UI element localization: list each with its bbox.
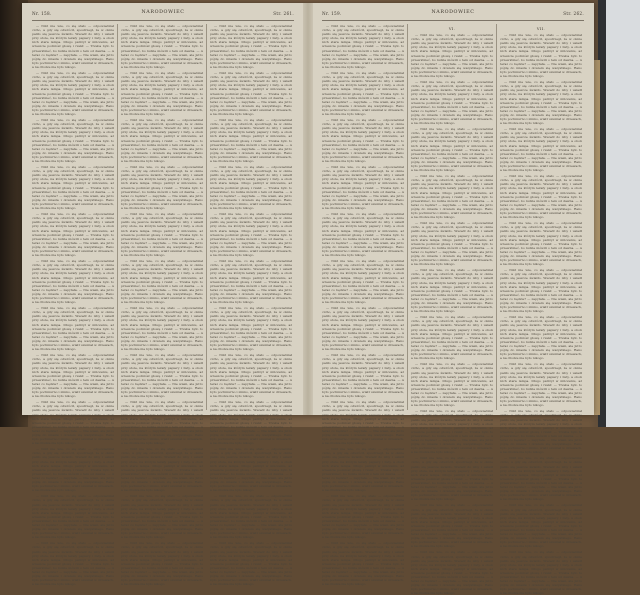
scanner-edge: [598, 0, 640, 427]
left-page-header: [32, 9, 294, 19]
left-page: [22, 3, 304, 587]
right-column-1: — Nikt nie wie, co się stało — odpowiedział cicho, a gdy się odwrócił, spostrzegł, że w oknie paliło się jeszcze światło. Wszedł do izby i usiadł przy stole, na którym leżały papiery i listy, a obok nich stara lampa. Długo patrzył w milczeniu, aż wreszcie podniósł głowę i rzekł: — Trzeba było to przewidzieć, bo ludzie mówili o tem od dawna. — A teraz co będzie? — zapytała. — Nie wiem, ale jutro pójdę do miasta i dowiem się wszystkiego. Rano było pochmurno i zimno, wiatr szumiał w drzewach, a na drodze nie było nikogo. — Nikt nie wie, co się stało — odpowiedział cicho, a gdy się odwrócił, spostrzegł, że w oknie paliło się jeszcze światło. Wszedł do izby i usiadł przy stole, na którym leżały papiery i listy, a obok nich stara lampa. Długo patrzył w milczeniu, aż wreszcie podniósł głowę i rzekł: — Trzeba było to przewidzieć, bo ludzie mówili o tem od dawna. — A teraz co będzie? — zapytała. — Nie wiem, ale jutro pójdę do miasta i dowiem się wszystkiego. Rano było pochmurno i zimno, wiatr szumiał w drzewach, a na drodze nie było nikogo. — Nikt nie wie, co się stało — odpowiedział cicho, a gdy się odwrócił, spostrzegł, że w oknie paliło się jeszcze światło. Wszedł do izby i usiadł przy stole, na którym leżały papiery i listy, a obok nich stara lampa. Długo patrzył w milczeniu, aż wreszcie podniósł głowę i rzekł: — Trzeba było to przewidzieć, bo ludzie mówili o tem od dawna. — A teraz co będzie? — zapytała. — Nie wiem, ale jutro pójdę do miasta i dowiem się wszystkiego. Rano było pochmurno i zimno, wiatr szumiał w drzewach, a na drodze nie było nikogo. — Nikt nie wie, co się stało — odpowiedział cicho, a gdy się odwrócił, spostrzegł, że w oknie paliło się jeszcze światło. Wszedł do izby i usiadł przy stole, na którym leżały papiery i listy, a obok nich stara lampa. Długo patrzył w milczeniu, aż wreszcie podniósł głowę i rzekł: — Trzeba było to przewidzieć, bo ludzie mówili o tem od dawna. — A teraz co będzie? — zapytała. — Nie wiem, ale jutro pójdę do miasta i dowiem się wszystkiego. Rano było pochmurno i zimno, wiatr szumiał w drzewach, a na drodze nie było nikogo. — Nikt nie wie, co się stało — odpowiedział cicho, a gdy się odwrócił, spostrzegł, że w oknie paliło się jeszcze światło. Wszedł do izby i usiadł przy stole, na którym leżały papiery i listy, a obok nich stara lampa. Długo patrzył w milczeniu, aż wreszcie podniósł głowę i rzekł: — Trzeba było to przewidzieć, bo ludzie mówili o tem od dawna. — A teraz co będzie? — zapytała. — Nie wiem, ale jutro pójdę do miasta i dowiem się wszystkiego. Rano było pochmurno i zimno, wiatr szumiał w drzewach, a na drodze nie było nikogo. — Nikt nie wie, co się stało — odpowiedział cicho, a gdy się odwrócił, spostrzegł, że w oknie paliło się jeszcze światło. Wszedł do izby i usiadł przy stole, na którym leżały papiery i listy, a obok nich stara lampa. Długo patrzył w milczeniu, aż wreszcie podniósł głowę i rzekł: — Trzeba było to przewidzieć, bo ludzie mówili o tem od dawna. — A teraz co będzie? — zapytała. — Nie wiem, ale jutro pójdę do miasta i dowiem się wszystkiego. Rano było pochmurno i zimno, wiatr szumiał w drzewach, a na drodze nie było nikogo. — Nikt nie wie, co się stało — odpowiedział cicho, a gdy się odwrócił, spostrzegł, że w oknie paliło się jeszcze światło. Wszedł do izby i usiadł przy stole, na którym leżały papiery i listy, a obok nich stara lampa. Długo patrzył w milczeniu, aż wreszcie podniósł głowę i rzekł: — Trzeba było to przewidzieć, bo ludzie mówili o tem od dawna. — A teraz co będzie? — zapytała. — Nie wiem, ale jutro pójdę do miasta i dowiem się wszystkiego. Rano było pochmurno i zimno, wiatr szumiał w drzewach, a na drodze nie było nikogo. — Nikt nie wie, co się stało — odpowiedział cicho, a gdy się odwrócił, spostrzegł, że w oknie paliło się jeszcze światło. Wszedł do izby i usiadł przy stole, na którym leżały papiery i listy, a obok nich stara lampa. Długo patrzył w milczeniu, aż wreszcie podniósł głowę i rzekł: — Trzeba było to przewidzieć, bo ludzie mówili o tem od dawna. — A teraz co będzie? — zapytała. — Nie wiem, ale jutro pójdę do miasta i dowiem się wszystkiego. Rano było pochmurno i zimno, wiatr szumiał w drzewach, a na drodze nie było nikogo. — Nikt nie wie, co się stało — odpowiedział cicho, a gdy się odwrócił, spostrzegł, że w oknie paliło się jeszcze światło. Wszedł do izby i usiadł przy stole, na którym leżały papiery i listy, a obok nich stara lampa. Długo patrzył w milczeniu, aż wreszcie podniósł głowę i rzekł: — Trzeba było to przewidzieć, bo ludzie mówili o tem od dawna. — A teraz co będzie? — zapytała. — Nie wiem, ale jutro pójdę do miasta i dowiem się wszystkiego. Rano było pochmurno i zimno, wiatr szumiał w drzewach, a na drodze nie było nikogo. — Nikt nie wie, co się stało — odpowiedział cicho, a gdy się odwrócił, spostrzegł, że w oknie paliło się jeszcze światło. Wszedł do izby i usiadł przy stole, na którym leżały papiery i listy, a obok nich stara lampa. Długo patrzył w milczeniu, aż wreszcie podniósł głowę i rzekł: — Trzeba było to przewidzieć, bo ludzie mówili o tem od dawna. — A teraz co będzie? — zapytała. — Nie wiem, ale jutro pójdę do miasta i dowiem się wszystkiego. Rano było pochmurno i zimno, wiatr szumiał w drzewach, a na drodze nie było nikogo. — Nikt nie wie, co się stało — odpowiedział cicho, a gdy się odwrócił, spostrzegł, że w oknie paliło się jeszcze światło. Wszedł do izby i usiadł przy stole, na którym leżały papiery i listy, a obok nich stara lampa. Długo patrzył w milczeniu, aż wreszcie podniósł głowę i rzekł: — Trzeba było to przewidzieć, bo ludzie mówili o tem od dawna. — A teraz co będzie? — zapytała. — Nie wiem, ale jutro pójdę do miasta i dowiem się wszystkiego. Rano było pochmurno i zimno, wiatr szumiał w drzewach, a na drodze nie było nikogo. — Nikt nie wie, co się stało — odpowiedział cicho, a gdy się odwrócił, spostrzegł, że w oknie paliło się jeszcze światło. Wszedł do izby i usiadł przy stole, na którym leżały papiery i listy, a obok nich stara lampa. Długo patrzył w milczeniu, aż wreszcie podniósł głowę i rzekł: — Trzeba było to przewidzieć, bo ludzie mówili o tem od dawna. — A teraz co będzie? — zapytała. — Nie wiem, ale jutro pójdę do miasta i dowiem się wszystkiego. Rano było pochmurno i zimno, wiatr szumiał w drzewach, a na drodze nie było nikogo.: [322, 24, 404, 587]
left-column-3: — Nikt nie wie, co się stało — odpowiedział cicho, a gdy się odwrócił, spostrzegł, że w oknie paliło się jeszcze światło. Wszedł do izby i usiadł przy stole, na którym leżały papiery i listy, a obok nich stara lampa. Długo patrzył w milczeniu, aż wreszcie podniósł głowę i rzekł: — Trzeba było to przewidzieć, bo ludzie mówili o tem od dawna. — A teraz co będzie? — zapytała. — Nie wiem, ale jutro pójdę do miasta i dowiem się wszystkiego. Rano było pochmurno i zimno, wiatr szumiał w drzewach, a na drodze nie było nikogo. — Nikt nie wie, co się stało — odpowiedział cicho, a gdy się odwrócił, spostrzegł, że w oknie paliło się jeszcze światło. Wszedł do izby i usiadł przy stole, na którym leżały papiery i listy, a obok nich stara lampa. Długo patrzył w milczeniu, aż wreszcie podniósł głowę i rzekł: — Trzeba było to przewidzieć, bo ludzie mówili o tem od dawna. — A teraz co będzie? — zapytała. — Nie wiem, ale jutro pójdę do miasta i dowiem się wszystkiego. Rano było pochmurno i zimno, wiatr szumiał w drzewach, a na drodze nie było nikogo. — Nikt nie wie, co się stało — odpowiedział cicho, a gdy się odwrócił, spostrzegł, że w oknie paliło się jeszcze światło. Wszedł do izby i usiadł przy stole, na którym leżały papiery i listy, a obok nich stara lampa. Długo patrzył w milczeniu, aż wreszcie podniósł głowę i rzekł: — Trzeba było to przewidzieć, bo ludzie mówili o tem od dawna. — A teraz co będzie? — zapytała. — Nie wiem, ale jutro pójdę do miasta i dowiem się wszystkiego. Rano było pochmurno i zimno, wiatr szumiał w drzewach, a na drodze nie było nikogo. — Nikt nie wie, co się stało — odpowiedział cicho, a gdy się odwrócił, spostrzegł, że w oknie paliło się jeszcze światło. Wszedł do izby i usiadł przy stole, na którym leżały papiery i listy, a obok nich stara lampa. Długo patrzył w milczeniu, aż wreszcie podniósł głowę i rzekł: — Trzeba było to przewidzieć, bo ludzie mówili o tem od dawna. — A teraz co będzie? — zapytała. — Nie wiem, ale jutro pójdę do miasta i dowiem się wszystkiego. Rano było pochmurno i zimno, wiatr szumiał w drzewach, a na drodze nie było nikogo. — Nikt nie wie, co się stało — odpowiedział cicho, a gdy się odwrócił, spostrzegł, że w oknie paliło się jeszcze światło. Wszedł do izby i usiadł przy stole, na którym leżały papiery i listy, a obok nich stara lampa. Długo patrzył w milczeniu, aż wreszcie podniósł głowę i rzekł: — Trzeba było to przewidzieć, bo ludzie mówili o tem od dawna. — A teraz co będzie? — zapytała. — Nie wiem, ale jutro pójdę do miasta i dowiem się wszystkiego. Rano było pochmurno i zimno, wiatr szumiał w drzewach, a na drodze nie było nikogo. — Nikt nie wie, co się stało — odpowiedział cicho, a gdy się odwrócił, spostrzegł, że w oknie paliło się jeszcze światło. Wszedł do izby i usiadł przy stole, na którym leżały papiery i listy, a obok nich stara lampa. Długo patrzył w milczeniu, aż wreszcie podniósł głowę i rzekł: — Trzeba było to przewidzieć, bo ludzie mówili o tem od dawna. — A teraz co będzie? — zapytała. — Nie wiem, ale jutro pójdę do miasta i dowiem się wszystkiego. Rano było pochmurno i zimno, wiatr szumiał w drzewach, a na drodze nie było nikogo. — Nikt nie wie, co się stało — odpowiedział cicho, a gdy się odwrócił, spostrzegł, że w oknie paliło się jeszcze światło. Wszedł do izby i usiadł przy stole, na którym leżały papiery i listy, a obok nich stara lampa. Długo patrzył w milczeniu, aż wreszcie podniósł głowę i rzekł: — Trzeba było to przewidzieć, bo ludzie mówili o tem od dawna. — A teraz co będzie? — zapytała. — Nie wiem, ale jutro pójdę do miasta i dowiem się wszystkiego. Rano było pochmurno i zimno, wiatr szumiał w drzewach, a na drodze nie było nikogo. — Nikt nie wie, co się stało — odpowiedział cicho, a gdy się odwrócił, spostrzegł, że w oknie paliło się jeszcze światło. Wszedł do izby i usiadł przy stole, na którym leżały papiery i listy, a obok nich stara lampa. Długo patrzył w milczeniu, aż wreszcie podniósł głowę i rzekł: — Trzeba było to przewidzieć, bo ludzie mówili o tem od dawna. — A teraz co będzie? — zapytała. — Nie wiem, ale jutro pójdę do miasta i dowiem się wszystkiego. Rano było pochmurno i zimno, wiatr szumiał w drzewach, a na drodze nie było nikogo. — Nikt nie wie, co się stało — odpowiedział cicho, a gdy się odwrócił, spostrzegł, że w oknie paliło się jeszcze światło. Wszedł do izby i usiadł przy stole, na którym leżały papiery i listy, a obok nich stara lampa. Długo patrzył w milczeniu, aż wreszcie podniósł głowę i rzekł: — Trzeba było to przewidzieć, bo ludzie mówili o tem od dawna. — A teraz co będzie? — zapytała. — Nie wiem, ale jutro pójdę do miasta i dowiem się wszystkiego. Rano było pochmurno i zimno, wiatr szumiał w drzewach, a na drodze nie było nikogo. — Nikt nie wie, co się stało — odpowiedział cicho, a gdy się odwrócił, spostrzegł, że w oknie paliło się jeszcze światło. Wszedł do izby i usiadł przy stole, na którym leżały papiery i listy, a obok nich stara lampa. Długo patrzył w milczeniu, aż wreszcie podniósł głowę i rzekł: — Trzeba było to przewidzieć, bo ludzie mówili o tem od dawna. — A teraz co będzie? — zapytała. — Nie wiem, ale jutro pójdę do miasta i dowiem się wszystkiego. Rano było pochmurno i zimno, wiatr szumiał w drzewach, a na drodze nie było nikogo. — Nikt nie wie, co się stało — odpowiedział cicho, a gdy się odwrócił, spostrzegł, że w oknie paliło się jeszcze światło. Wszedł do izby i usiadł przy stole, na którym leżały papiery i listy, a obok nich stara lampa. Długo patrzył w milczeniu, aż wreszcie podniósł głowę i rzekł: — Trzeba było to przewidzieć, bo ludzie mówili o tem od dawna. — A teraz co będzie? — zapytała. — Nie wiem, ale jutro pójdę do miasta i dowiem się wszystkiego. Rano było pochmurno i zimno, wiatr szumiał w drzewach, a na drodze nie było nikogo. — Nikt nie wie, co się stało — odpowiedział cicho, a gdy się odwrócił, spostrzegł, że w oknie paliło się jeszcze światło. Wszedł do izby i usiadł przy stole, na którym leżały papiery i listy, a obok nich stara lampa. Długo patrzył w milczeniu, aż wreszcie podniósł głowę i rzekł: — Trzeba było to przewidzieć, bo ludzie mówili o tem od dawna. — A teraz co będzie? — zapytała. — Nie wiem, ale jutro pójdę do miasta i dowiem się wszystkiego. Rano było pochmurno i zimno, wiatr szumiał w drzewach, a na drodze nie było nikogo.: [210, 24, 292, 587]
column-divider: [117, 24, 118, 410]
column-divider: [496, 24, 497, 410]
left-header-rule: [32, 20, 294, 21]
left-issue-number: Nr. 158.: [32, 11, 52, 16]
section-mark: VI.: [448, 27, 456, 31]
right-masthead: NARODOWIEC: [431, 10, 475, 15]
right-issue-number: Nr. 159.: [322, 11, 342, 16]
right-column-3: VII. — Nikt nie wie, co się stało — odpowiedział cicho, a gdy się odwrócił, spostrzegł, że w oknie paliło się jeszcze światło. Wszedł do izby i usiadł przy stole, na którym leżały papiery i listy, a obok nich stara lampa. Długo patrzył w milczeniu, aż wreszcie podniósł głowę i rzekł: — Trzeba było to przewidzieć, bo ludzie mówili o tem od dawna. — A teraz co będzie? — zapytała. — Nie wiem, ale jutro pójdę do miasta i dowiem się wszystkiego. Rano było pochmurno i zimno, wiatr szumiał w drzewach, a na drodze nie było nikogo. — Nikt nie wie, co się stało — odpowiedział cicho, a gdy się odwrócił, spostrzegł, że w oknie paliło się jeszcze światło. Wszedł do izby i usiadł przy stole, na którym leżały papiery i listy, a obok nich stara lampa. Długo patrzył w milczeniu, aż wreszcie podniósł głowę i rzekł: — Trzeba było to przewidzieć, bo ludzie mówili o tem od dawna. — A teraz co będzie? — zapytała. — Nie wiem, ale jutro pójdę do miasta i dowiem się wszystkiego. Rano było pochmurno i zimno, wiatr szumiał w drzewach, a na drodze nie było nikogo. — Nikt nie wie, co się stało — odpowiedział cicho, a gdy się odwrócił, spostrzegł, że w oknie paliło się jeszcze światło. Wszedł do izby i usiadł przy stole, na którym leżały papiery i listy, a obok nich stara lampa. Długo patrzył w milczeniu, aż wreszcie podniósł głowę i rzekł: — Trzeba było to przewidzieć, bo ludzie mówili o tem od dawna. — A teraz co będzie? — zapytała. — Nie wiem, ale jutro pójdę do miasta i dowiem się wszystkiego. Rano było pochmurno i zimno, wiatr szumiał w drzewach, a na drodze nie było nikogo. — Nikt nie wie, co się stało — odpowiedział cicho, a gdy się odwrócił, spostrzegł, że w oknie paliło się jeszcze światło. Wszedł do izby i usiadł przy stole, na którym leżały papiery i listy, a obok nich stara lampa. Długo patrzył w milczeniu, aż wreszcie podniósł głowę i rzekł: — Trzeba było to przewidzieć, bo ludzie mówili o tem od dawna. — A teraz co będzie? — zapytała. — Nie wiem, ale jutro pójdę do miasta i dowiem się wszystkiego. Rano było pochmurno i zimno, wiatr szumiał w drzewach, a na drodze nie było nikogo. — Nikt nie wie, co się stało — odpowiedział cicho, a gdy się odwrócił, spostrzegł, że w oknie paliło się jeszcze światło. Wszedł do izby i usiadł przy stole, na którym leżały papiery i listy, a obok nich stara lampa. Długo patrzył w milczeniu, aż wreszcie podniósł głowę i rzekł: — Trzeba było to przewidzieć, bo ludzie mówili o tem od dawna. — A teraz co będzie? — zapytała. — Nie wiem, ale jutro pójdę do miasta i dowiem się wszystkiego. Rano było pochmurno i zimno, wiatr szumiał w drzewach, a na drodze nie było nikogo. — Nikt nie wie, co się stało — odpowiedział cicho, a gdy się odwrócił, spostrzegł, że w oknie paliło się jeszcze światło. Wszedł do izby i usiadł przy stole, na którym leżały papiery i listy, a obok nich stara lampa. Długo patrzył w milczeniu, aż wreszcie podniósł głowę i rzekł: — Trzeba było to przewidzieć, bo ludzie mówili o tem od dawna. — A teraz co będzie? — zapytała. — Nie wiem, ale jutro pójdę do miasta i dowiem się wszystkiego. Rano było pochmurno i zimno, wiatr szumiał w drzewach, a na drodze nie było nikogo. — Nikt nie wie, co się stało — odpowiedział cicho, a gdy się odwrócił, spostrzegł, że w oknie paliło się jeszcze światło. Wszedł do izby i usiadł przy stole, na którym leżały papiery i listy, a obok nich stara lampa. Długo patrzył w milczeniu, aż wreszcie podniósł głowę i rzekł: — Trzeba było to przewidzieć, bo ludzie mówili o tem od dawna. — A teraz co będzie? — zapytała. — Nie wiem, ale jutro pójdę do miasta i dowiem się wszystkiego. Rano było pochmurno i zimno, wiatr szumiał w drzewach, a na drodze nie było nikogo. — Nikt nie wie, co się stało — odpowiedział cicho, a gdy się odwrócił, spostrzegł, że w oknie paliło się jeszcze światło. Wszedł do izby i usiadł przy stole, na którym leżały papiery i listy, a obok nich stara lampa. Długo patrzył w milczeniu, aż wreszcie podniósł głowę i rzekł: — Trzeba było to przewidzieć, bo ludzie mówili o tem od dawna. — A teraz co będzie? — zapytała. — Nie wiem, ale jutro pójdę do miasta i dowiem się wszystkiego. Rano było pochmurno i zimno, wiatr szumiał w drzewach, a na drodze nie było nikogo. — Nikt nie wie, co się stało — odpowiedział cicho, a gdy się odwrócił, spostrzegł, że w oknie paliło się jeszcze światło. Wszedł do izby i usiadł przy stole, na którym leżały papiery i listy, a obok nich stara lampa. Długo patrzył w milczeniu, aż wreszcie podniósł głowę i rzekł: — Trzeba było to przewidzieć, bo ludzie mówili o tem od dawna. — A teraz co będzie? — zapytała. — Nie wiem, ale jutro pójdę do miasta i dowiem się wszystkiego. Rano było pochmurno i zimno, wiatr szumiał w drzewach, a na drodze nie było nikogo. — Nikt nie wie, co się stało — odpowiedział cicho, a gdy się odwrócił, spostrzegł, że w oknie paliło się jeszcze światło. Wszedł do izby i usiadł przy stole, na którym leżały papiery i listy, a obok nich stara lampa. Długo patrzył w milczeniu, aż wreszcie podniósł głowę i rzekł: — Trzeba było to przewidzieć, bo ludzie mówili o tem od dawna. — A teraz co będzie? — zapytała. — Nie wiem, ale jutro pójdę do miasta i dowiem się wszystkiego. Rano było pochmurno i zimno, wiatr szumiał w drzewach, a na drodze nie było nikogo. — Nikt nie wie, co się stało — odpowiedział cicho, a gdy się odwrócił, spostrzegł, że w oknie paliło się jeszcze światło. Wszedł do izby i usiadł przy stole, na którym leżały papiery i listy, a obok nich stara lampa. Długo patrzył w milczeniu, aż wreszcie podniósł głowę i rzekł: — Trzeba było to przewidzieć, bo ludzie mówili o tem od dawna. — A teraz co będzie? — zapytała. — Nie wiem, ale jutro pójdę do miasta i dowiem się wszystkiego. Rano było pochmurno i zimno, wiatr szumiał w drzewach, a na drodze nie było nikogo. — Nikt nie wie, co się stało — odpowiedział cicho, a gdy się odwrócił, spostrzegł, że w oknie paliło się jeszcze światło. Wszedł do izby i usiadł przy stole, na którym leżały papiery i listy, a obok nich stara lampa. Długo patrzył w milczeniu, aż wreszcie podniósł głowę i rzekł: — Trzeba było to przewidzieć, bo ludzie mówili o tem od dawna. — A teraz co będzie? — zapytała. — Nie wiem, ale jutro pójdę do miasta i dowiem się wszystkiego. Rano było pochmurno i zimno, wiatr szumiał w drzewach, a na drodze nie było nikogo.: [500, 27, 582, 595]
newspaper-spread: [22, 3, 594, 595]
right-page: [312, 3, 594, 595]
right-column-2: VI. — Nikt nie wie, co się stało — odpowiedział cicho, a gdy się odwrócił, spostrzegł, że w oknie paliło się jeszcze światło. Wszedł do izby i usiadł przy stole, na którym leżały papiery i listy, a obok nich stara lampa. Długo patrzył w milczeniu, aż wreszcie podniósł głowę i rzekł: — Trzeba było to przewidzieć, bo ludzie mówili o tem od dawna. — A teraz co będzie? — zapytała. — Nie wiem, ale jutro pójdę do miasta i dowiem się wszystkiego. Rano było pochmurno i zimno, wiatr szumiał w drzewach, a na drodze nie było nikogo. — Nikt nie wie, co się stało — odpowiedział cicho, a gdy się odwrócił, spostrzegł, że w oknie paliło się jeszcze światło. Wszedł do izby i usiadł przy stole, na którym leżały papiery i listy, a obok nich stara lampa. Długo patrzył w milczeniu, aż wreszcie podniósł głowę i rzekł: — Trzeba było to przewidzieć, bo ludzie mówili o tem od dawna. — A teraz co będzie? — zapytała. — Nie wiem, ale jutro pójdę do miasta i dowiem się wszystkiego. Rano było pochmurno i zimno, wiatr szumiał w drzewach, a na drodze nie było nikogo. — Nikt nie wie, co się stało — odpowiedział cicho, a gdy się odwrócił, spostrzegł, że w oknie paliło się jeszcze światło. Wszedł do izby i usiadł przy stole, na którym leżały papiery i listy, a obok nich stara lampa. Długo patrzył w milczeniu, aż wreszcie podniósł głowę i rzekł: — Trzeba było to przewidzieć, bo ludzie mówili o tem od dawna. — A teraz co będzie? — zapytała. — Nie wiem, ale jutro pójdę do miasta i dowiem się wszystkiego. Rano było pochmurno i zimno, wiatr szumiał w drzewach, a na drodze nie było nikogo. — Nikt nie wie, co się stało — odpowiedział cicho, a gdy się odwrócił, spostrzegł, że w oknie paliło się jeszcze światło. Wszedł do izby i usiadł przy stole, na którym leżały papiery i listy, a obok nich stara lampa. Długo patrzył w milczeniu, aż wreszcie podniósł głowę i rzekł: — Trzeba było to przewidzieć, bo ludzie mówili o tem od dawna. — A teraz co będzie? — zapytała. — Nie wiem, ale jutro pójdę do miasta i dowiem się wszystkiego. Rano było pochmurno i zimno, wiatr szumiał w drzewach, a na drodze nie było nikogo. — Nikt nie wie, co się stało — odpowiedział cicho, a gdy się odwrócił, spostrzegł, że w oknie paliło się jeszcze światło. Wszedł do izby i usiadł przy stole, na którym leżały papiery i listy, a obok nich stara lampa. Długo patrzył w milczeniu, aż wreszcie podniósł głowę i rzekł: — Trzeba było to przewidzieć, bo ludzie mówili o tem od dawna. — A teraz co będzie? — zapytała. — Nie wiem, ale jutro pójdę do miasta i dowiem się wszystkiego. Rano było pochmurno i zimno, wiatr szumiał w drzewach, a na drodze nie było nikogo. — Nikt nie wie, co się stało — odpowiedział cicho, a gdy się odwrócił, spostrzegł, że w oknie paliło się jeszcze światło. Wszedł do izby i usiadł przy stole, na którym leżały papiery i listy, a obok nich stara lampa. Długo patrzył w milczeniu, aż wreszcie podniósł głowę i rzekł: — Trzeba było to przewidzieć, bo ludzie mówili o tem od dawna. — A teraz co będzie? — zapytała. — Nie wiem, ale jutro pójdę do miasta i dowiem się wszystkiego. Rano było pochmurno i zimno, wiatr szumiał w drzewach, a na drodze nie było nikogo. — Nikt nie wie, co się stało — odpowiedział cicho, a gdy się odwrócił, spostrzegł, że w oknie paliło się jeszcze światło. Wszedł do izby i usiadł przy stole, na którym leżały papiery i listy, a obok nich stara lampa. Długo patrzył w milczeniu, aż wreszcie podniósł głowę i rzekł: — Trzeba było to przewidzieć, bo ludzie mówili o tem od dawna. — A teraz co będzie? — zapytała. — Nie wiem, ale jutro pójdę do miasta i dowiem się wszystkiego. Rano było pochmurno i zimno, wiatr szumiał w drzewach, a na drodze nie było nikogo. — Nikt nie wie, co się stało — odpowiedział cicho, a gdy się odwrócił, spostrzegł, że w oknie paliło się jeszcze światło. Wszedł do izby i usiadł przy stole, na którym leżały papiery i listy, a obok nich stara lampa. Długo patrzył w milczeniu, aż wreszcie podniósł głowę i rzekł: — Trzeba było to przewidzieć, bo ludzie mówili o tem od dawna. — A teraz co będzie? — zapytała. — Nie wiem, ale jutro pójdę do miasta i dowiem się wszystkiego. Rano było pochmurno i zimno, wiatr szumiał w drzewach, a na drodze nie było nikogo. — Nikt nie wie, co się stało — odpowiedział cicho, a gdy się odwrócił, spostrzegł, że w oknie paliło się jeszcze światło. Wszedł do izby i usiadł przy stole, na którym leżały papiery i listy, a obok nich stara lampa. Długo patrzył w milczeniu, aż wreszcie podniósł głowę i rzekł: — Trzeba było to przewidzieć, bo ludzie mówili o tem od dawna. — A teraz co będzie? — zapytała. — Nie wiem, ale jutro pójdę do miasta i dowiem się wszystkiego. Rano było pochmurno i zimno, wiatr szumiał w drzewach, a na drodze nie było nikogo. — Nikt nie wie, co się stało — odpowiedział cicho, a gdy się odwrócił, spostrzegł, że w oknie paliło się jeszcze światło. Wszedł do izby i usiadł przy stole, na którym leżały papiery i listy, a obok nich stara lampa. Długo patrzył w milczeniu, aż wreszcie podniósł głowę i rzekł: — Trzeba było to przewidzieć, bo ludzie mówili o tem od dawna. — A teraz co będzie? — zapytała. — Nie wiem, ale jutro pójdę do miasta i dowiem się wszystkiego. Rano było pochmurno i zimno, wiatr szumiał w drzewach, a na drodze nie było nikogo. — Nikt nie wie, co się stało — odpowiedział cicho, a gdy się odwrócił, spostrzegł, że w oknie paliło się jeszcze światło. Wszedł do izby i usiadł przy stole, na którym leżały papiery i listy, a obok nich stara lampa. Długo patrzył w milczeniu, aż wreszcie podniósł głowę i rzekł: — Trzeba było to przewidzieć, bo ludzie mówili o tem od dawna. — A teraz co będzie? — zapytała. — Nie wiem, ale jutro pójdę do miasta i dowiem się wszystkiego. Rano było pochmurno i zimno, wiatr szumiał w drzewach, a na drodze nie było nikogo. — Nikt nie wie, co się stało — odpowiedział cicho, a gdy się odwrócił, spostrzegł, że w oknie paliło się jeszcze światło. Wszedł do izby i usiadł przy stole, na którym leżały papiery i listy, a obok nich stara lampa. Długo patrzył w milczeniu, aż wreszcie podniósł głowę i rzekł: — Trzeba było to przewidzieć, bo ludzie mówili o tem od dawna. — A teraz co będzie? — zapytała. — Nie wiem, ale jutro pójdę do miasta i dowiem się wszystkiego. Rano było pochmurno i zimno, wiatr szumiał w drzewach, a na drodze nie było nikogo.: [411, 27, 493, 595]
column-divider: [206, 24, 207, 410]
column-divider: [407, 24, 408, 410]
section-mark: VII.: [536, 27, 546, 31]
left-column-1: — Nikt nie wie, co się stało — odpowiedział cicho, a gdy się odwrócił, spostrzegł, że w oknie paliło się jeszcze światło. Wszedł do izby i usiadł przy stole, na którym leżały papiery i listy, a obok nich stara lampa. Długo patrzył w milczeniu, aż wreszcie podniósł głowę i rzekł: — Trzeba było to przewidzieć, bo ludzie mówili o tem od dawna. — A teraz co będzie? — zapytała. — Nie wiem, ale jutro pójdę do miasta i dowiem się wszystkiego. Rano było pochmurno i zimno, wiatr szumiał w drzewach, a na drodze nie było nikogo. — Nikt nie wie, co się stało — odpowiedział cicho, a gdy się odwrócił, spostrzegł, że w oknie paliło się jeszcze światło. Wszedł do izby i usiadł przy stole, na którym leżały papiery i listy, a obok nich stara lampa. Długo patrzył w milczeniu, aż wreszcie podniósł głowę i rzekł: — Trzeba było to przewidzieć, bo ludzie mówili o tem od dawna. — A teraz co będzie? — zapytała. — Nie wiem, ale jutro pójdę do miasta i dowiem się wszystkiego. Rano było pochmurno i zimno, wiatr szumiał w drzewach, a na drodze nie było nikogo. — Nikt nie wie, co się stało — odpowiedział cicho, a gdy się odwrócił, spostrzegł, że w oknie paliło się jeszcze światło. Wszedł do izby i usiadł przy stole, na którym leżały papiery i listy, a obok nich stara lampa. Długo patrzył w milczeniu, aż wreszcie podniósł głowę i rzekł: — Trzeba było to przewidzieć, bo ludzie mówili o tem od dawna. — A teraz co będzie? — zapytała. — Nie wiem, ale jutro pójdę do miasta i dowiem się wszystkiego. Rano było pochmurno i zimno, wiatr szumiał w drzewach, a na drodze nie było nikogo. — Nikt nie wie, co się stało — odpowiedział cicho, a gdy się odwrócił, spostrzegł, że w oknie paliło się jeszcze światło. Wszedł do izby i usiadł przy stole, na którym leżały papiery i listy, a obok nich stara lampa. Długo patrzył w milczeniu, aż wreszcie podniósł głowę i rzekł: — Trzeba było to przewidzieć, bo ludzie mówili o tem od dawna. — A teraz co będzie? — zapytała. — Nie wiem, ale jutro pójdę do miasta i dowiem się wszystkiego. Rano było pochmurno i zimno, wiatr szumiał w drzewach, a na drodze nie było nikogo. — Nikt nie wie, co się stało — odpowiedział cicho, a gdy się odwrócił, spostrzegł, że w oknie paliło się jeszcze światło. Wszedł do izby i usiadł przy stole, na którym leżały papiery i listy, a obok nich stara lampa. Długo patrzył w milczeniu, aż wreszcie podniósł głowę i rzekł: — Trzeba było to przewidzieć, bo ludzie mówili o tem od dawna. — A teraz co będzie? — zapytała. — Nie wiem, ale jutro pójdę do miasta i dowiem się wszystkiego. Rano było pochmurno i zimno, wiatr szumiał w drzewach, a na drodze nie było nikogo. — Nikt nie wie, co się stało — odpowiedział cicho, a gdy się odwrócił, spostrzegł, że w oknie paliło się jeszcze światło. Wszedł do izby i usiadł przy stole, na którym leżały papiery i listy, a obok nich stara lampa. Długo patrzył w milczeniu, aż wreszcie podniósł głowę i rzekł: — Trzeba było to przewidzieć, bo ludzie mówili o tem od dawna. — A teraz co będzie? — zapytała. — Nie wiem, ale jutro pójdę do miasta i dowiem się wszystkiego. Rano było pochmurno i zimno, wiatr szumiał w drzewach, a na drodze nie było nikogo. — Nikt nie wie, co się stało — odpowiedział cicho, a gdy się odwrócił, spostrzegł, że w oknie paliło się jeszcze światło. Wszedł do izby i usiadł przy stole, na którym leżały papiery i listy, a obok nich stara lampa. Długo patrzył w milczeniu, aż wreszcie podniósł głowę i rzekł: — Trzeba było to przewidzieć, bo ludzie mówili o tem od dawna. — A teraz co będzie? — zapytała. — Nie wiem, ale jutro pójdę do miasta i dowiem się wszystkiego. Rano było pochmurno i zimno, wiatr szumiał w drzewach, a na drodze nie było nikogo. — Nikt nie wie, co się stało — odpowiedział cicho, a gdy się odwrócił, spostrzegł, że w oknie paliło się jeszcze światło. Wszedł do izby i usiadł przy stole, na którym leżały papiery i listy, a obok nich stara lampa. Długo patrzył w milczeniu, aż wreszcie podniósł głowę i rzekł: — Trzeba było to przewidzieć, bo ludzie mówili o tem od dawna. — A teraz co będzie? — zapytała. — Nie wiem, ale jutro pójdę do miasta i dowiem się wszystkiego. Rano było pochmurno i zimno, wiatr szumiał w drzewach, a na drodze nie było nikogo. — Nikt nie wie, co się stało — odpowiedział cicho, a gdy się odwrócił, spostrzegł, że w oknie paliło się jeszcze światło. Wszedł do izby i usiadł przy stole, na którym leżały papiery i listy, a obok nich stara lampa. Długo patrzył w milczeniu, aż wreszcie podniósł głowę i rzekł: — Trzeba było to przewidzieć, bo ludzie mówili o tem od dawna. — A teraz co będzie? — zapytała. — Nie wiem, ale jutro pójdę do miasta i dowiem się wszystkiego. Rano było pochmurno i zimno, wiatr szumiał w drzewach, a na drodze nie było nikogo. — Nikt nie wie, co się stało — odpowiedział cicho, a gdy się odwrócił, spostrzegł, że w oknie paliło się jeszcze światło. Wszedł do izby i usiadł przy stole, na którym leżały papiery i listy, a obok nich stara lampa. Długo patrzył w milczeniu, aż wreszcie podniósł głowę i rzekł: — Trzeba było to przewidzieć, bo ludzie mówili o tem od dawna. — A teraz co będzie? — zapytała. — Nie wiem, ale jutro pójdę do miasta i dowiem się wszystkiego. Rano było pochmurno i zimno, wiatr szumiał w drzewach, a na drodze nie było nikogo. — Nikt nie wie, co się stało — odpowiedział cicho, a gdy się odwrócił, spostrzegł, że w oknie paliło się jeszcze światło. Wszedł do izby i usiadł przy stole, na którym leżały papiery i listy, a obok nich stara lampa. Długo patrzył w milczeniu, aż wreszcie podniósł głowę i rzekł: — Trzeba było to przewidzieć, bo ludzie mówili o tem od dawna. — A teraz co będzie? — zapytała. — Nie wiem, ale jutro pójdę do miasta i dowiem się wszystkiego. Rano było pochmurno i zimno, wiatr szumiał w drzewach, a na drodze nie było nikogo. — Nikt nie wie, co się stało — odpowiedział cicho, a gdy się odwrócił, spostrzegł, że w oknie paliło się jeszcze światło. Wszedł do izby i usiadł przy stole, na którym leżały papiery i listy, a obok nich stara lampa. Długo patrzył w milczeniu, aż wreszcie podniósł głowę i rzekł: — Trzeba było to przewidzieć, bo ludzie mówili o tem od dawna. — A teraz co będzie? — zapytała. — Nie wiem, ale jutro pójdę do miasta i dowiem się wszystkiego. Rano było pochmurno i zimno, wiatr szumiał w drzewach, a na drodze nie było nikogo.: [32, 24, 114, 587]
right-page-number: Str. 262.: [563, 11, 584, 16]
left-page-number: Str. 261.: [273, 11, 294, 16]
left-masthead: NARODOWIEC: [141, 10, 185, 15]
right-page-header: [322, 9, 584, 19]
right-header-rule: [322, 20, 584, 21]
left-column-2: — Nikt nie wie, co się stało — odpowiedział cicho, a gdy się odwrócił, spostrzegł, że w oknie paliło się jeszcze światło. Wszedł do izby i usiadł przy stole, na którym leżały papiery i listy, a obok nich stara lampa. Długo patrzył w milczeniu, aż wreszcie podniósł głowę i rzekł: — Trzeba było to przewidzieć, bo ludzie mówili o tem od dawna. — A teraz co będzie? — zapytała. — Nie wiem, ale jutro pójdę do miasta i dowiem się wszystkiego. Rano było pochmurno i zimno, wiatr szumiał w drzewach, a na drodze nie było nikogo. — Nikt nie wie, co się stało — odpowiedział cicho, a gdy się odwrócił, spostrzegł, że w oknie paliło się jeszcze światło. Wszedł do izby i usiadł przy stole, na którym leżały papiery i listy, a obok nich stara lampa. Długo patrzył w milczeniu, aż wreszcie podniósł głowę i rzekł: — Trzeba było to przewidzieć, bo ludzie mówili o tem od dawna. — A teraz co będzie? — zapytała. — Nie wiem, ale jutro pójdę do miasta i dowiem się wszystkiego. Rano było pochmurno i zimno, wiatr szumiał w drzewach, a na drodze nie było nikogo. — Nikt nie wie, co się stało — odpowiedział cicho, a gdy się odwrócił, spostrzegł, że w oknie paliło się jeszcze światło. Wszedł do izby i usiadł przy stole, na którym leżały papiery i listy, a obok nich stara lampa. Długo patrzył w milczeniu, aż wreszcie podniósł głowę i rzekł: — Trzeba było to przewidzieć, bo ludzie mówili o tem od dawna. — A teraz co będzie? — zapytała. — Nie wiem, ale jutro pójdę do miasta i dowiem się wszystkiego. Rano było pochmurno i zimno, wiatr szumiał w drzewach, a na drodze nie było nikogo. — Nikt nie wie, co się stało — odpowiedział cicho, a gdy się odwrócił, spostrzegł, że w oknie paliło się jeszcze światło. Wszedł do izby i usiadł przy stole, na którym leżały papiery i listy, a obok nich stara lampa. Długo patrzył w milczeniu, aż wreszcie podniósł głowę i rzekł: — Trzeba było to przewidzieć, bo ludzie mówili o tem od dawna. — A teraz co będzie? — zapytała. — Nie wiem, ale jutro pójdę do miasta i dowiem się wszystkiego. Rano było pochmurno i zimno, wiatr szumiał w drzewach, a na drodze nie było nikogo. — Nikt nie wie, co się stało — odpowiedział cicho, a gdy się odwrócił, spostrzegł, że w oknie paliło się jeszcze światło. Wszedł do izby i usiadł przy stole, na którym leżały papiery i listy, a obok nich stara lampa. Długo patrzył w milczeniu, aż wreszcie podniósł głowę i rzekł: — Trzeba było to przewidzieć, bo ludzie mówili o tem od dawna. — A teraz co będzie? — zapytała. — Nie wiem, ale jutro pójdę do miasta i dowiem się wszystkiego. Rano było pochmurno i zimno, wiatr szumiał w drzewach, a na drodze nie było nikogo. — Nikt nie wie, co się stało — odpowiedział cicho, a gdy się odwrócił, spostrzegł, że w oknie paliło się jeszcze światło. Wszedł do izby i usiadł przy stole, na którym leżały papiery i listy, a obok nich stara lampa. Długo patrzył w milczeniu, aż wreszcie podniósł głowę i rzekł: — Trzeba było to przewidzieć, bo ludzie mówili o tem od dawna. — A teraz co będzie? — zapytała. — Nie wiem, ale jutro pójdę do miasta i dowiem się wszystkiego. Rano było pochmurno i zimno, wiatr szumiał w drzewach, a na drodze nie było nikogo. — Nikt nie wie, co się stało — odpowiedział cicho, a gdy się odwrócił, spostrzegł, że w oknie paliło się jeszcze światło. Wszedł do izby i usiadł przy stole, na którym leżały papiery i listy, a obok nich stara lampa. Długo patrzył w milczeniu, aż wreszcie podniósł głowę i rzekł: — Trzeba było to przewidzieć, bo ludzie mówili o tem od dawna. — A teraz co będzie? — zapytała. — Nie wiem, ale jutro pójdę do miasta i dowiem się wszystkiego. Rano było pochmurno i zimno, wiatr szumiał w drzewach, a na drodze nie było nikogo. — Nikt nie wie, co się stało — odpowiedział cicho, a gdy się odwrócił, spostrzegł, że w oknie paliło się jeszcze światło. Wszedł do izby i usiadł przy stole, na którym leżały papiery i listy, a obok nich stara lampa. Długo patrzył w milczeniu, aż wreszcie podniósł głowę i rzekł: — Trzeba było to przewidzieć, bo ludzie mówili o tem od dawna. — A teraz co będzie? — zapytała. — Nie wiem, ale jutro pójdę do miasta i dowiem się wszystkiego. Rano było pochmurno i zimno, wiatr szumiał w drzewach, a na drodze nie było nikogo. — Nikt nie wie, co się stało — odpowiedział cicho, a gdy się odwrócił, spostrzegł, że w oknie paliło się jeszcze światło. Wszedł do izby i usiadł przy stole, na którym leżały papiery i listy, a obok nich stara lampa. Długo patrzył w milczeniu, aż wreszcie podniósł głowę i rzekł: — Trzeba było to przewidzieć, bo ludzie mówili o tem od dawna. — A teraz co będzie? — zapytała. — Nie wiem, ale jutro pójdę do miasta i dowiem się wszystkiego. Rano było pochmurno i zimno, wiatr szumiał w drzewach, a na drodze nie było nikogo. — Nikt nie wie, co się stało — odpowiedział cicho, a gdy się odwrócił, spostrzegł, że w oknie paliło się jeszcze światło. Wszedł do izby i usiadł przy stole, na którym leżały papiery i listy, a obok nich stara lampa. Długo patrzył w milczeniu, aż wreszcie podniósł głowę i rzekł: — Trzeba było to przewidzieć, bo ludzie mówili o tem od dawna. — A teraz co będzie? — zapytała. — Nie wiem, ale jutro pójdę do miasta i dowiem się wszystkiego. Rano było pochmurno i zimno, wiatr szumiał w drzewach, a na drodze nie było nikogo. — Nikt nie wie, co się stało — odpowiedział cicho, a gdy się odwrócił, spostrzegł, że w oknie paliło się jeszcze światło. Wszedł do izby i usiadł przy stole, na którym leżały papiery i listy, a obok nich stara lampa. Długo patrzył w milczeniu, aż wreszcie podniósł głowę i rzekł: — Trzeba było to przewidzieć, bo ludzie mówili o tem od dawna. — A teraz co będzie? — zapytała. — Nie wiem, ale jutro pójdę do miasta i dowiem się wszystkiego. Rano było pochmurno i zimno, wiatr szumiał w drzewach, a na drodze nie było nikogo. — Nikt nie wie, co się stało — odpowiedział cicho, a gdy się odwrócił, spostrzegł, że w oknie paliło się jeszcze światło. Wszedł do izby i usiadł przy stole, na którym leżały papiery i listy, a obok nich stara lampa. Długo patrzył w milczeniu, aż wreszcie podniósł głowę i rzekł: — Trzeba było to przewidzieć, bo ludzie mówili o tem od dawna. — A teraz co będzie? — zapytała. — Nie wiem, ale jutro pójdę do miasta i dowiem się wszystkiego. Rano było pochmurno i zimno, wiatr szumiał w drzewach, a na drodze nie było nikogo.: [121, 24, 203, 587]
